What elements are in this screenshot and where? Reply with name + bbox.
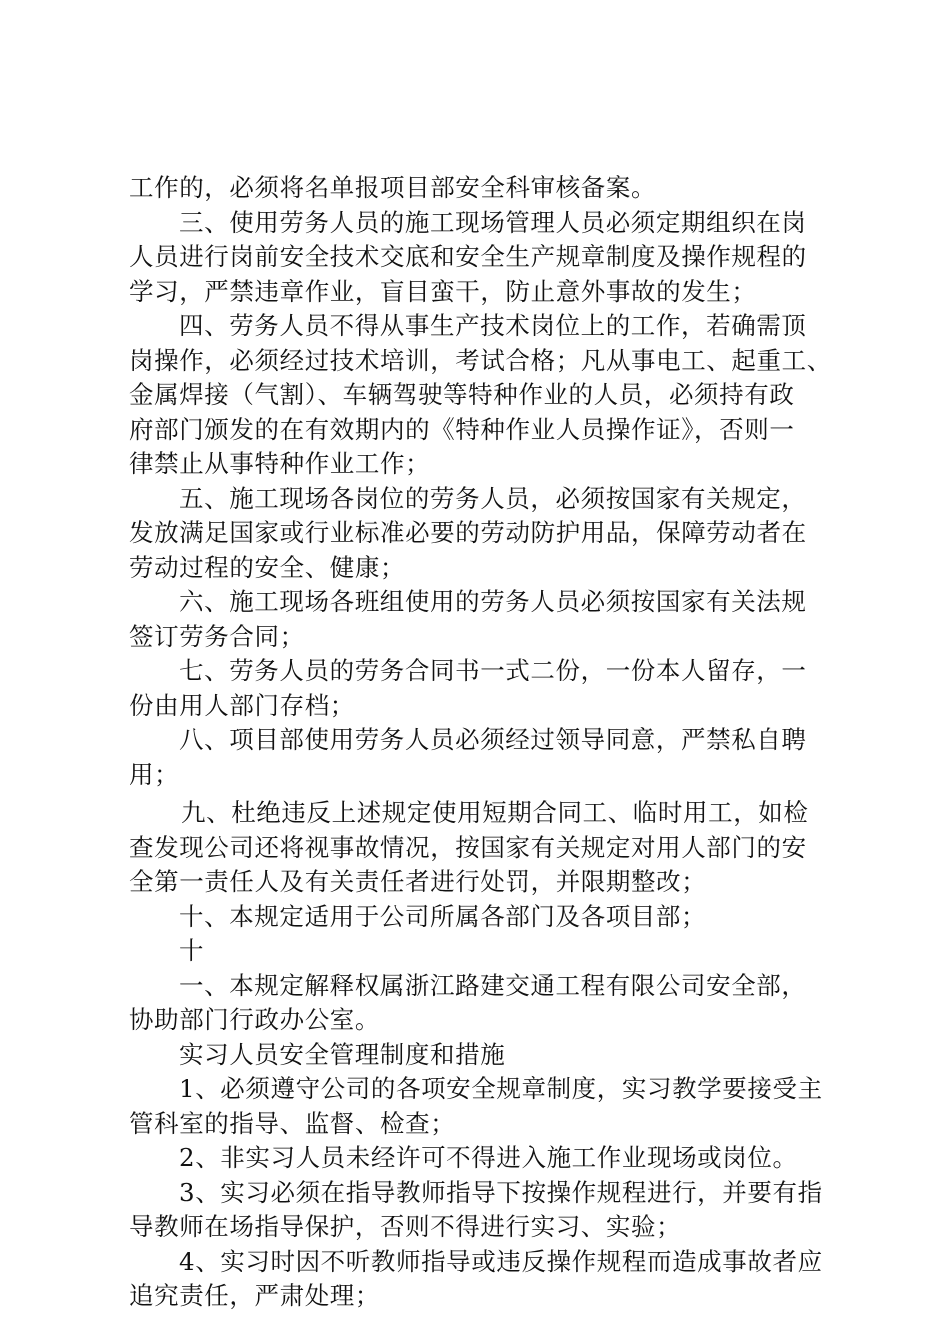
text-line: 劳动过程的安全、健康；	[129, 552, 406, 582]
text-line: 金属焊接（气割）、车辆驾驶等特种作业的人员，必须持有政	[129, 380, 795, 409]
text-line: 岗操作，必须经过技术培训，考试合格；凡从事电工、起重工、	[129, 345, 832, 375]
text-line: 签订劳务合同；	[129, 621, 305, 651]
text-line: 管科室的指导、监督、检查；	[129, 1108, 456, 1138]
text-line: 全第一责任人及有关责任者进行处罚，并限期整改；	[129, 867, 707, 896]
text-line: 十	[179, 936, 205, 965]
text-line: 4、实习时因不听教师指导或违反操作规程而造成事故者应	[179, 1246, 823, 1276]
text-line: 工作的，必须将名单报项目部安全科审核备案。	[129, 173, 657, 202]
text-line: 发放满足国家或行业标准必要的劳动防护用品，保障劳动者在	[129, 518, 807, 547]
text-line: 用；	[129, 759, 180, 789]
text-line: 七、劳务人员的劳务合同书一式二份，一份本人留存，一	[179, 656, 807, 685]
text-line: 律禁止从事特种作业工作；	[129, 449, 431, 478]
text-line: 份由用人部门存档；	[129, 690, 355, 720]
text-line: 导教师在场指导保护，否则不得进行实习、实验；	[129, 1212, 682, 1241]
text-line: 追究责任，严肃处理；	[129, 1281, 380, 1310]
text-line: 八、项目部使用劳务人员必须经过领导同意，严禁私自聘	[179, 725, 807, 754]
text-line: 三、使用劳务人员的施工现场管理人员必须定期组织在岗	[179, 207, 807, 237]
text-line: 协助部门行政办公室。	[129, 1005, 380, 1034]
text-line: 府部门颁发的在有效期内的《特种作业人员操作证》，否则一	[129, 414, 795, 444]
text-line: 3、实习必须在指导教师指导下按操作规程进行，并要有指	[179, 1177, 823, 1207]
text-line: 九、杜绝违反上述规定使用短期合同工、临时用工，如检	[181, 798, 809, 827]
text-line: 六、施工现场各班组使用的劳务人员必须按国家有关法规	[179, 587, 807, 616]
text-line: 十、本规定适用于公司所属各部门及各项目部；	[179, 901, 707, 931]
text-line: 一、本规定解释权属浙江路建交通工程有限公司安全部，	[179, 970, 807, 1000]
text-line: 五、施工现场各岗位的劳务人员，必须按国家有关规定，	[179, 483, 807, 513]
document-body	[129, 171, 835, 1314]
section-heading: 实习人员安全管理制度和措施	[179, 1039, 506, 1069]
text-line: 查发现公司还将视事故情况，按国家有关规定对用人部门的安	[129, 832, 807, 862]
text-line: 学习，严禁违章作业，盲目蛮干，防止意外事故的发生；	[129, 276, 757, 306]
text-line: 1、必须遵守公司的各项安全规章制度，实习教学要接受主	[179, 1074, 823, 1103]
text-line: 2、非实习人员未经许可不得进入施工作业现场或岗位。	[179, 1143, 798, 1172]
text-line: 人员进行岗前安全技术交底和安全生产规章制度及操作规程的	[129, 242, 807, 271]
text-line: 四、劳务人员不得从事生产技术岗位上的工作，若确需顶	[179, 311, 807, 340]
